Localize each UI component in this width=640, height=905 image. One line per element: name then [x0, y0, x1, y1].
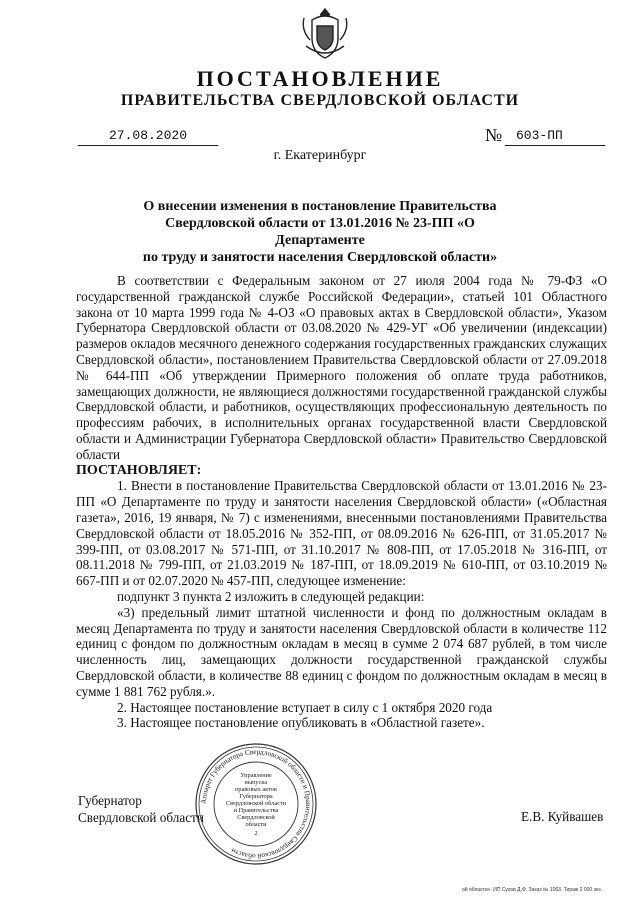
- svg-text:Губернатора: Губернатора: [239, 793, 273, 800]
- paragraph-1-sub: подпункт 3 пункта 2 изложить в следующей редакции:: [117, 588, 425, 604]
- date-underline: [78, 145, 218, 146]
- signatory-region: Свердловской области: [78, 810, 204, 825]
- document-number: 603-ПП: [516, 128, 563, 143]
- svg-text:и Правительства: и Правительства: [233, 807, 279, 814]
- signatory-name: Е.В. Куйвашев: [521, 809, 604, 824]
- number-sign: №: [485, 125, 503, 145]
- document-body: [76, 273, 607, 731]
- svg-text:выпуска: выпуска: [244, 779, 268, 786]
- official-seal: [194, 742, 318, 866]
- coat-of-arms-icon: [300, 6, 350, 62]
- svg-text:Свердловской области: Свердловской области: [225, 800, 287, 807]
- document-city: г. Екатеринбург: [273, 148, 367, 163]
- decree-word: ПОСТАНОВЛЯЕТ:: [76, 462, 202, 478]
- paragraph-1-quote: «3) предельный лимит штатной численности и фонд по должностным окладам в месяц Департамента по труду и занятости населения Свердловской области в количестве 112 единиц с фондом по должностным окладам в месяц в сумме 2 074 687 рублей, в том числе численность лиц, замещающих должности государственной гражданской службы Свердловской области, в количестве 88 единиц с фондом по должностным окладам в месяц в сумме 1 881 762 рубля.».: [76, 604, 607, 699]
- preamble-paragraph: В соответствии с Федеральным законом от 27 июля 2004 года № 79-ФЗ «О государственной гражданской службе Российской Федерации», статьей 101 Областного закона от 10 марта 1999 года № 4-ОЗ «О правовых актах в Свердловской области», Указом Губернатора Свердловской области от 03.08.2020 № 429-УГ «Об увеличении (индексации) размеров окладов месячного денежного содержания государственных гражданских служащих Свердловской области», постановлением Правительства Свердловской области от 27.09.2018 № 644-ПП «Об утверждении Примерного положения об оплате труда работников, замещающих должности, не являющиеся должностями государственной гражданской службы Свердловской области, и работников, осуществляющих профессиональную деятельность по профессиям рабочих, в исполнительных органах государственной власти Свердловской области и Администрации Губернатора Свердловской области» Правительство Свердловской области: [76, 273, 607, 462]
- paragraph-3: 3. Настоящее постановление опубликовать в «Областной газете».: [117, 715, 485, 731]
- number-underline: [505, 145, 605, 146]
- svg-text:Управление: Управление: [240, 772, 272, 779]
- document-title: ПОСТАНОВЛЕНИЕ: [196, 66, 444, 91]
- heading-line: по труду и занятости населения Свердловской области»: [142, 250, 498, 265]
- heading-line: Свердловской области от 13.01.2016 № 23-ПП «О Департаменте: [165, 216, 475, 248]
- paragraph-2: 2. Настоящее постановление вступает в силу с 1 октября 2020 года: [117, 699, 493, 715]
- document-heading: [120, 198, 520, 266]
- svg-text:2: 2: [254, 830, 258, 837]
- print-info: ой области». ИП Сухов Д.Ф. Заказ № 1063. Тираж 2 000 экз.: [462, 887, 602, 893]
- svg-text:Аппарат Губернатора Свердловск: Аппарат Губернатора Свердловской области и Правительства Свердловской области: [199, 747, 313, 861]
- heading-line: О внесении изменения в постановление Правительства: [143, 199, 497, 214]
- document-date: 27.08.2020: [109, 128, 188, 143]
- svg-text:области: области: [245, 821, 267, 828]
- paragraph-1: 1. Внести в постановление Правительства Свердловской области от 13.01.2016 № 23-ПП «О Департаменте по труду и занятости населения Свердловской области» («Областная газета», 2016, 19 января, № 7) с изменениями, внесенными постановлениями Правительства Свердловской области от 18.05.2016 № 352-ПП, от 08.09.2016 № 626-ПП, от 31.05.2017 № 399-ПП, от 03.08.2017 № 571-ПП, от 31.10.2017 № 808-ПП, от 17.05.2018 № 316-ПП, от 08.11.2018 № 799-ПП, от 21.03.2019 № 187-ПП, от 18.09.2019 № 610-ПП, от 03.10.2019 № 667-ПП и от 02.07.2020 № 457-ПП, следующее изменение:: [76, 478, 607, 589]
- document-issuer: ПРАВИТЕЛЬСТВА СВЕРДЛОВСКОЙ ОБЛАСТИ: [120, 92, 520, 109]
- svg-text:Свердловской: Свердловской: [237, 814, 275, 821]
- signatory-position: Губернатор: [78, 793, 142, 808]
- svg-text:правовых актов: правовых актов: [235, 786, 277, 793]
